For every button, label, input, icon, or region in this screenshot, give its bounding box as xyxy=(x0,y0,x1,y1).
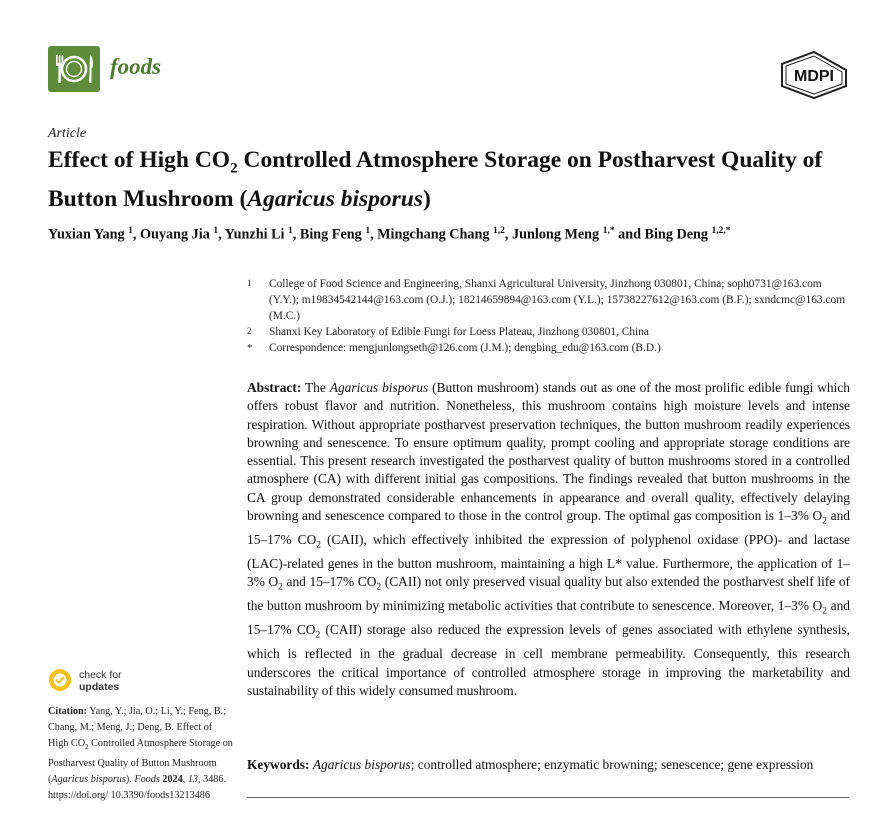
author-name[interactable]: Bing Feng xyxy=(299,226,362,243)
author-affiliation-mark: 1 xyxy=(365,226,371,236)
affiliation-text: College of Food Science and Engineering, Shanxi Agricultural University, Jinzhong 030801, China; soph0731@163.com (Y.Y.); m19834542144@163.com (O.J.); 18214659894@163.com (Y.L.); 15738227612@163.com (B.F.); sxndcmc@163.com (M.C.) xyxy=(269,278,846,322)
article-type: Article xyxy=(48,126,87,141)
journal-logo[interactable] xyxy=(48,46,100,92)
author-affiliation-mark: 1 xyxy=(213,226,219,236)
author-name[interactable]: Yunzhi Li xyxy=(224,226,285,243)
author-separator: and xyxy=(614,226,645,243)
affiliations xyxy=(247,276,847,356)
plate-fork-knife-icon xyxy=(48,46,100,92)
journal-name: foods xyxy=(110,54,162,79)
author-separator: , xyxy=(292,226,300,243)
abstract: Abstract: The Agaricus bisporus (Button mushroom) stands out as one of the most prolific edible fungi which offers robust flavor and nutrition. Nonetheless, this mushroom contains high moisture levels and intense respiration. Without appropriate postharvest preservation techniques, the button mushroom readily experiences browning and senescence. To ensure optimum quality, prompt cooling and appropriate storage conditions are essential. This present research investigated the postharvest quality of button mushrooms stored in a controlled atmosphere (CA) with different initial gas compositions. The findings revealed that button mushrooms in the CA group demonstrated considerable enhancements in appearance and overall quality, effectively delaying browning and senescence compared to those in the control group. The optimal gas composition is 1–3% $O_2$ and 15–17% $CO_2$ (CAII), which effectively inhibited the expression of polyphenol oxidase (PPO)- and lactase (LAC)-related genes in the button mushroom, maintaining a high L* value. Furthermore, the application of 1–3% $O_2$ and 15–17% $CO_2$ (CAII) not only preserved visual quality but also extended the postharvest shelf life of the button mushroom by minimizing metabolic activities that contribute to senescence. Moreover, 1–3% $O_2$ and 15–17% $CO_2$ (CAII) storage also reduced the expression levels of genes associated with ethylene synthesis, which is reflected in the gradual decrease in cell membrane permeability. Consequently, this research underscores the critical importance of controlled atmosphere storage in improving the marketability and sustainability of this widely consumed mushroom. xyxy=(247,380,850,698)
check-updates-line1: check for xyxy=(79,669,122,681)
doi-link[interactable]: , 3486. https://doi.org/ 10.3390/foods13213486 xyxy=(48,773,227,802)
article-title: Effect of High $CO_2$ Controlled Atmosphere Storage on Postharvest Quality of Button Mushroom (Agaricus bisporus) xyxy=(48,147,823,212)
author-name[interactable]: Mingchang Chang xyxy=(377,226,490,243)
divider-line xyxy=(247,797,849,798)
author-affiliation-mark: 1,* xyxy=(602,226,615,236)
publisher-logo[interactable] xyxy=(778,50,850,100)
author-separator: , xyxy=(504,226,513,243)
affiliation-mark: 1 xyxy=(247,278,252,288)
author-separator: , xyxy=(132,226,141,243)
author-affiliation-mark: 1,2,* xyxy=(711,226,731,236)
affiliation-text: Correspondence: mengjunlongseth@126.com (J.M.); dengbing_edu@163.com (B.D.) xyxy=(269,342,661,354)
affiliation-item xyxy=(247,324,847,340)
keywords: Keywords: Agaricus bisporus; controlled atmosphere; enzymatic browning; senescence; gene expression xyxy=(247,757,814,772)
author-affiliation-mark: 1 xyxy=(128,226,133,236)
author-name[interactable]: Junlong Meng xyxy=(512,226,600,243)
affiliation-item xyxy=(247,340,847,356)
author-name[interactable]: Ouyang Jia xyxy=(140,226,210,243)
check-for-updates-button[interactable] xyxy=(48,668,168,698)
author-list xyxy=(48,226,868,244)
author-separator: , xyxy=(218,226,225,243)
citation: Citation: Yang, Y.; Jia, O.; Li, Y.; Feng, B.; Chang, M.; Meng, J.; Deng, B. Effect of High $CO_2$ Controlled Atmosphere Storage on Postharvest Quality of Button Mushroom (Agaricus bisporus). Foods 2024, 13, 3486. https://doi.org/ 10.3390/foods13213486 xyxy=(48,706,233,802)
affiliation-mark: 2 xyxy=(247,326,252,336)
author-name[interactable]: Bing Deng xyxy=(644,226,708,243)
author-name[interactable]: Yuxian Yang xyxy=(48,226,125,243)
check-badge-icon xyxy=(48,668,72,692)
author-affiliation-mark: 1 xyxy=(288,226,293,236)
mdpi-hexagon-icon xyxy=(778,50,850,100)
affiliation-text: Shanxi Key Laboratory of Edible Fungi for Loess Plateau, Jinzhong 030801, China xyxy=(269,326,649,338)
author-separator: , xyxy=(370,226,378,243)
check-updates-line2: updates xyxy=(79,681,120,693)
publisher-name: MDPI xyxy=(794,68,834,85)
author-affiliation-mark: 1,2 xyxy=(493,226,505,236)
affiliation-mark: * xyxy=(247,342,253,354)
affiliation-item xyxy=(247,276,847,324)
